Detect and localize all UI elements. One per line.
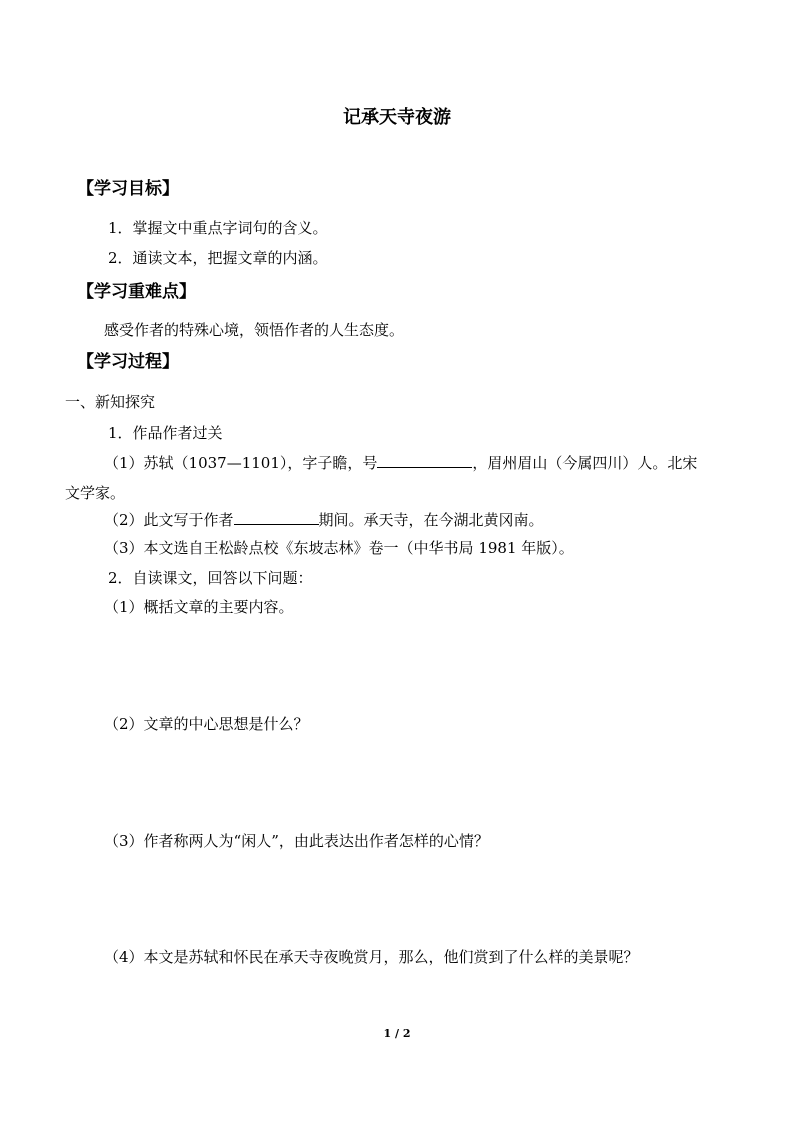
question-2-3: （3）作者称两人为“闲人”，由此表达出作者怎样的心情？ — [104, 832, 489, 850]
question-2-2: （2）文章的中心思想是什么？ — [104, 715, 309, 733]
question-1-title: 1．作品作者过关 — [108, 424, 223, 442]
document-title: 记承天寺夜游 — [343, 107, 451, 128]
question-2-1: （1）概括文章的主要内容。 — [104, 598, 294, 616]
question-1-2-text-after: 期间。承天寺，在今湖北黄冈南。 — [318, 511, 544, 529]
question-2-4: （4）本文是苏轼和怀民在承天寺夜晚赏月，那么，他们赏到了什么样的美景呢？ — [104, 948, 639, 966]
objective-item-1: 1．掌握文中重点字词句的含义。 — [108, 219, 328, 237]
question-1-3: （3）本文选自王松龄点校《东坡志林》卷一（中华书局 1981 年版）。 — [104, 539, 574, 557]
key-points-text: 感受作者的特殊心境，领悟作者的人生态度。 — [104, 321, 405, 339]
answer-blank-pen-name[interactable] — [377, 453, 472, 468]
question-1-1 — [104, 453, 697, 473]
section-heading-objectives: 【学习目标】 — [77, 179, 179, 199]
question-2-title: 2．自读课文，回答以下问题： — [108, 569, 313, 587]
question-1-2-text-before: （2）此文写于作者 — [104, 511, 234, 529]
page-number: 1 / 2 — [383, 1027, 411, 1040]
question-1-2 — [104, 510, 544, 530]
section-heading-key-points: 【学习重难点】 — [77, 282, 196, 302]
question-1-1-continued: 文学家。 — [65, 484, 126, 502]
section-heading-process: 【学习过程】 — [77, 352, 179, 372]
part1-title: 一、新知探究 — [65, 393, 156, 411]
question-1-1-text-before: （1）苏轼（1037—1101），字子瞻，号 — [104, 454, 378, 472]
question-1-1-text-after: ，眉州眉山（今属四川）人。北宋 — [472, 454, 698, 472]
objective-item-2: 2．通读文本，把握文章的内涵。 — [108, 249, 328, 267]
answer-blank-period[interactable] — [234, 510, 319, 525]
